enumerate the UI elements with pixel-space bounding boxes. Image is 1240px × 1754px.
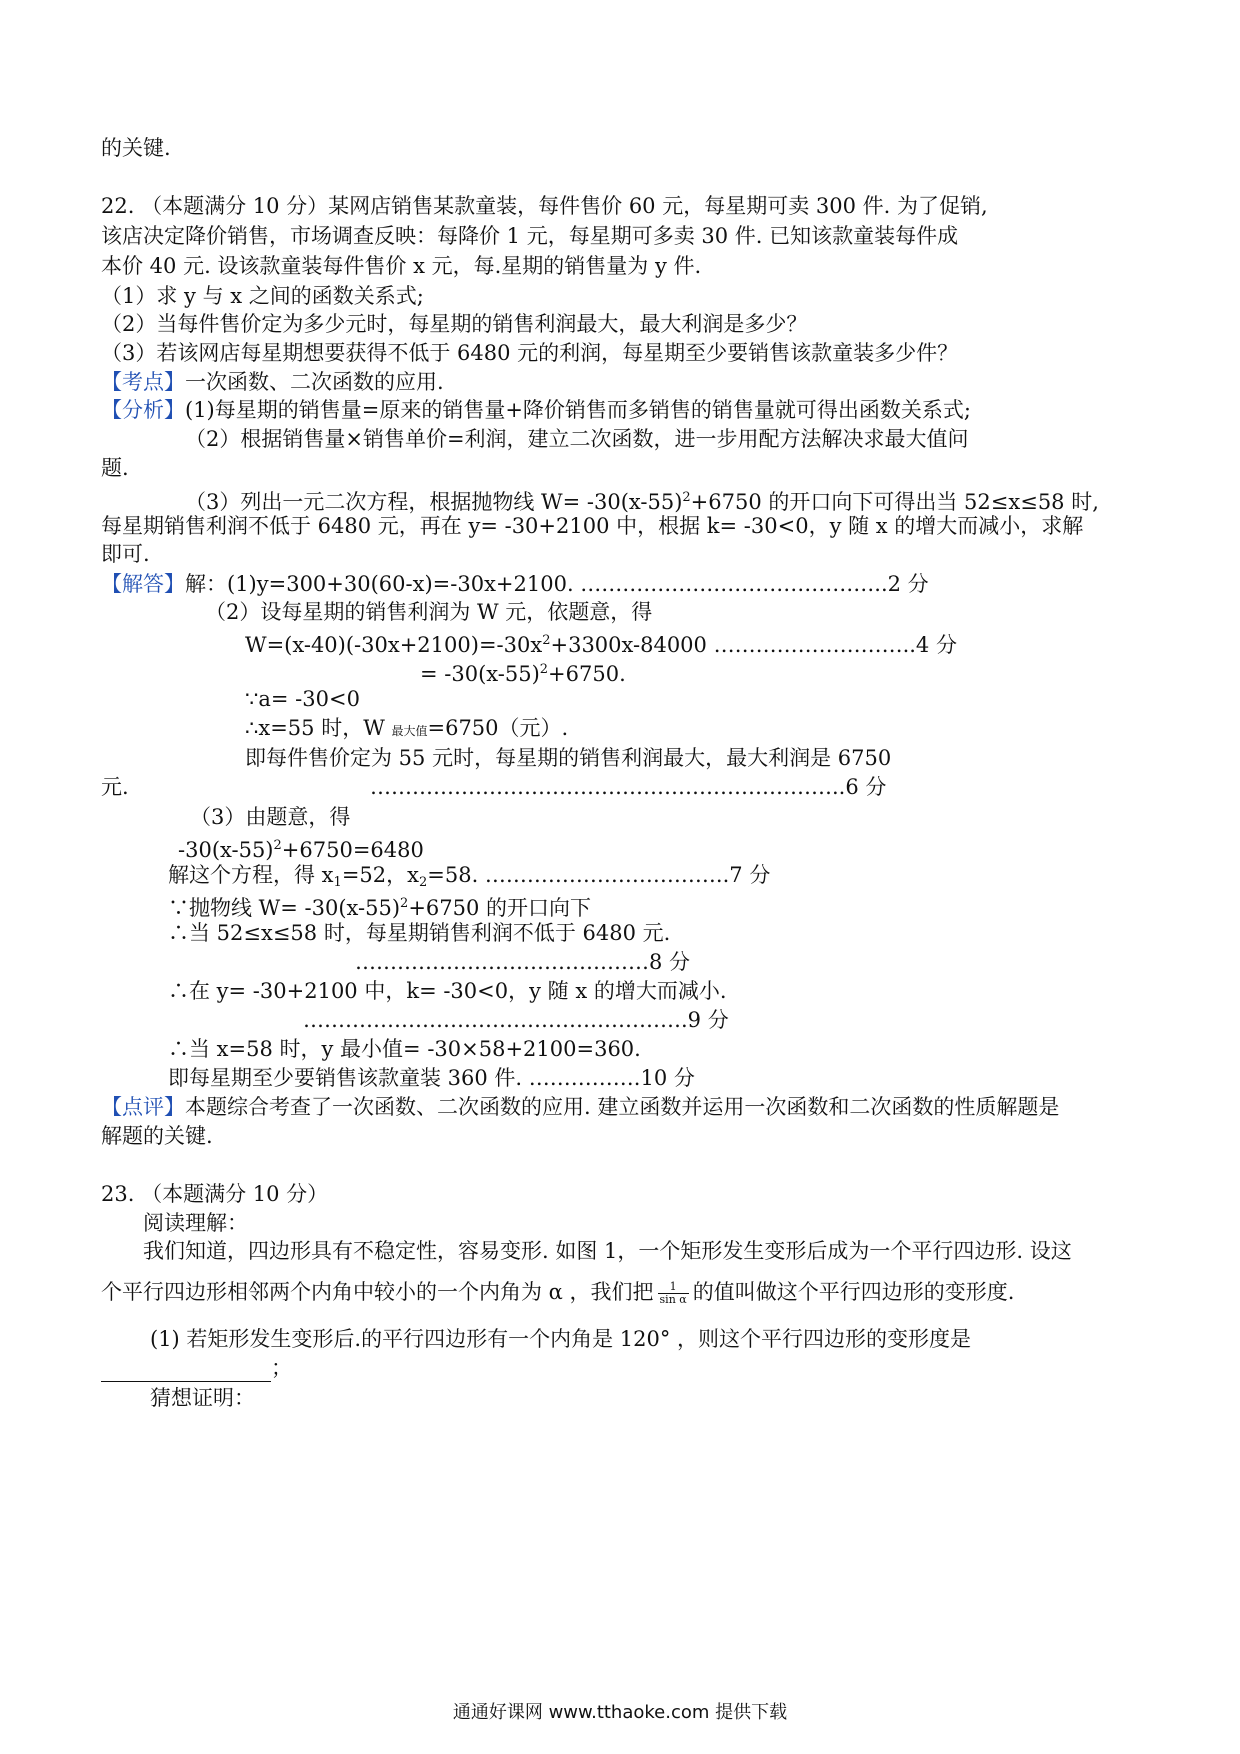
q22-stem-line-2: 该店决定降价销售，市场调查反映：每降价 1 元，每星期可多卖 30 件. 已知该款童装每件成: [101, 224, 959, 248]
one-over-sin-alpha-fraction: $\frac{1}{\text{sin α}}$: [659, 1280, 687, 1306]
q23-guess-label: 猜想证明：: [150, 1386, 255, 1410]
q22-stem-line-3: 本价 40 元. 设该款童装每件售价 x 元，每.星期的销售量为 y 件.: [101, 254, 702, 278]
kaodian-row: [101, 368, 444, 396]
solution-step-1: 解：(1)y=300+30(60-x)=-30x+2100. ……………………………………..2 分: [185, 572, 929, 596]
solution-step-8-score: …………………………………………………………..6 分: [370, 775, 887, 799]
solution-step-17: ∴当 x=58 时，y 最小值= -30×58+2100=360.: [168, 1037, 641, 1061]
q23-part-1: (1) 若矩形发生变形后.的平行四边形有一个内角是 120° ，则这个平行四边形的变形度是: [150, 1327, 972, 1351]
solution-step-9: （3）由题意，得: [190, 805, 351, 829]
jieda-row: [101, 570, 929, 598]
solution-step-6: ∴x=55 时，W 最大值=6750（元）.: [245, 716, 569, 740]
fenxi-line-5: 每星期销售利润不低于 6480 元，再在 y= -30+2100 中，根据 k= -30<0，y 随 x 的增大而减小，求解: [101, 514, 1084, 538]
fenxi-line-1: (1)每星期的销售量=原来的销售量+降价销售而多销售的销售量就可得出函数关系式;: [185, 398, 972, 422]
fenxi-line-6: 即可.: [101, 542, 150, 566]
solution-step-15: ∴在 y= -30+2100 中，k= -30<0，y 随 x 的增大而减小.: [168, 979, 727, 1003]
jieda-tag: 【解答】: [101, 572, 185, 596]
kaodian-tag: 【考点】: [101, 370, 185, 394]
previous-answer-end: 的关键.: [101, 136, 171, 160]
fenxi-row: [101, 396, 971, 424]
solution-step-2: （2）设每星期的销售利润为 W 元，依题意，得: [205, 600, 653, 624]
solution-step-5: ∵a= -30<0: [245, 687, 360, 711]
q22-stem-line-1: 22. （本题满分 10 分）某网店销售某款童装，每件售价 60 元，每星期可卖 300 件. 为了促销,: [101, 194, 988, 218]
solution-step-18: 即每星期至少要销售该款童装 360 件. …………….10 分: [168, 1066, 695, 1090]
fenxi-line-2: （2）根据销售量×销售单价=利润，建立二次函数，进一步用配方法解决求最大值问: [185, 427, 969, 451]
q23-reading-label: 阅读理解：: [143, 1211, 248, 1235]
q22-part-2: （2）当每件售价定为多少元时，每星期的销售利润最大，最大利润是多少？: [101, 312, 808, 336]
answer-blank: [101, 1359, 271, 1382]
page-footer: 通通好课网 www.tthaoke.com 提供下载: [452, 1702, 788, 1723]
solution-step-7: 即每件售价定为 55 元时，每星期的销售利润最大，最大利润是 6750: [245, 746, 892, 770]
solution-step-11: 解这个方程，得 $x_1=52$，$x_2=58$. ……………………………..7 分: [168, 863, 771, 890]
solution-step-12: ∵抛物线 $W= -30(x-55)^2+6750$ 的开口向下: [168, 896, 592, 920]
q23-header: 23. （本题满分 10 分）: [101, 1182, 329, 1206]
q23-paragraph-2: 个平行四边形相邻两个内角中较小的一个内角为 α ，我们把 $\frac{1}{\text{sin α}}$ 的值叫做这个平行四边形的变形度.: [101, 1280, 1015, 1306]
solution-step-4: = $-30(x-55)^2+6750$.: [420, 662, 626, 686]
dianping-line-1: 本题综合考查了一次函数、二次函数的应用. 建立函数并运用一次函数和二次函数的性质解题是: [185, 1095, 1060, 1119]
q22-part-1: （1）求 y 与 x 之间的函数关系式;: [101, 284, 424, 308]
solution-step-13: ∴当 52≤x≤58 时，每星期销售利润不低于 6480 元.: [168, 921, 671, 945]
q23-part-1-answer: ；: [101, 1354, 292, 1382]
kaodian-text: 一次函数、二次函数的应用.: [185, 370, 444, 394]
fenxi-line-4: （3）列出一元二次方程，根据抛物线 $W= -30(x-55)^2+6750$ 的开口向下可得出当 52≤x≤58 时,: [185, 490, 1099, 514]
fenxi-tag: 【分析】: [101, 398, 185, 422]
solution-step-3: $W=(x-40)(-30x+2100)=-30x^2+3300x-84000$ ………………………..4 分: [245, 633, 957, 657]
fenxi-line-3: 题.: [101, 456, 129, 480]
solution-step-8-unit: 元.: [101, 775, 129, 799]
dianping-row: [101, 1093, 1059, 1121]
q22-part-3: （3）若该网店每星期想要获得不低于 6480 元的利润，每星期至少要销售该款童装多少件？: [101, 341, 959, 365]
solution-step-10: $-30(x-55)^2+6750=6480$: [178, 838, 424, 862]
solution-step-16: ……………………………………………….9 分: [303, 1008, 729, 1032]
solution-step-14: ……………………………………8 分: [355, 950, 691, 974]
q23-paragraph-1: 我们知道，四边形具有不稳定性，容易变形. 如图 1，一个矩形发生变形后成为一个平行四边形. 设这: [143, 1239, 1072, 1263]
dianping-tag: 【点评】: [101, 1095, 185, 1119]
dianping-line-2: 解题的关键.: [101, 1124, 213, 1148]
